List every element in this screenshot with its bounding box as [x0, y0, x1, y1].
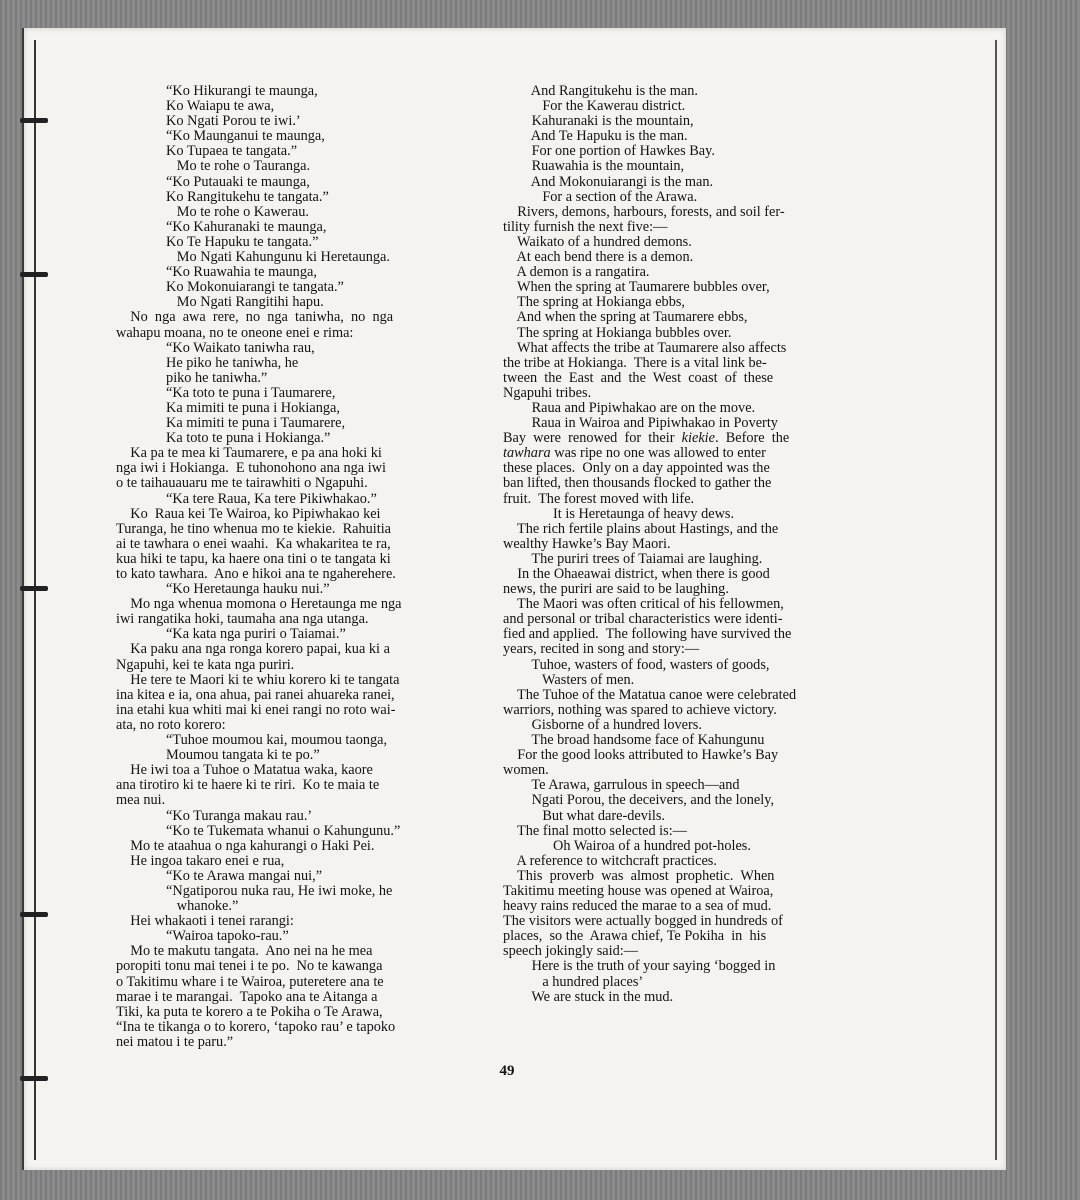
- text-line: Ngapuhi tribes.: [503, 384, 592, 401]
- text-line: He iwi toa a Tuhoe o Matatua waka, kaore: [116, 762, 373, 779]
- right-text-column: [503, 84, 876, 1005]
- text-line: For one portion of Hawkes Bay.: [503, 143, 715, 160]
- text-line: speech jokingly said:—: [503, 943, 639, 960]
- text-line: “Ina te tikanga o to korero, ‘tapoko rau’ e tapoko: [116, 1018, 396, 1035]
- text-line: Ko Rangitukehu te tangata.”: [116, 188, 329, 205]
- text-line: For a section of the Arawa.: [503, 188, 698, 205]
- text-line: Mo te rohe o Tauranga.: [116, 158, 311, 175]
- text-line: Raua and Pipiwhakao are on the move.: [503, 399, 756, 416]
- text-line: Here is the truth of your saying ‘bogged in: [503, 958, 776, 975]
- text-line: Te Arawa, garrulous in speech—and: [503, 777, 740, 794]
- text-line: Bay were renowed for their kiekie. Before the: [503, 430, 790, 447]
- text-line: “Ko Ruawahia te maunga,: [116, 264, 317, 281]
- text-line: Waikato of a hundred demons.: [503, 233, 692, 250]
- text-line: Ka mimiti te puna i Taumarere,: [116, 415, 346, 432]
- text-line: A demon is a rangatira.: [503, 264, 650, 281]
- text-line: ina kitea e ia, ona ahua, pai ranei ahuareka ranei,: [116, 686, 395, 703]
- text-line: fied and applied. The following have survived the: [503, 626, 792, 643]
- text-line: But what dare-devils.: [503, 807, 665, 824]
- left-text-column: [116, 84, 486, 1050]
- text-line: o Takitimu whare i te Wairoa, puteretere ana te: [116, 973, 384, 990]
- text-line: Mo te makutu tangata. Ano nei na he mea: [116, 943, 373, 960]
- text-line: Ko Mokonuiarangi te tangata.”: [116, 279, 344, 296]
- text-line: “Ko Waikato taniwha rau,: [116, 339, 315, 356]
- text-line: “Tuhoe moumou kai, moumou taonga,: [116, 732, 388, 749]
- page-number: 49: [499, 1063, 515, 1079]
- text-line: Kahuranaki is the mountain,: [503, 113, 694, 130]
- text-line: tility furnish the next five:—: [503, 218, 668, 235]
- text-line: It is Heretaunga of heavy dews.: [503, 505, 735, 522]
- text-line: Mo te ataahua o nga kahurangi o Haki Pei.: [116, 837, 375, 854]
- text-line: Ko Te Hapuku te tangata.”: [116, 233, 319, 250]
- text-line: o te taihauauaru me te tairawhiti o Ngapuhi.: [116, 475, 368, 492]
- text-line: And Mokonuiarangi is the man.: [503, 173, 714, 190]
- text-line: “Wairoa tapoko-rau.”: [116, 928, 289, 945]
- binding-mark: [20, 272, 48, 277]
- text-line: ban lifted, then thousands flocked to gather the: [503, 475, 772, 492]
- text-line: Ka paku ana nga ronga korero papai, kua ki a: [116, 641, 390, 658]
- text-line: And Te Hapuku is the man.: [503, 128, 688, 145]
- text-line: Tuhoe, wasters of food, wasters of goods,: [503, 656, 770, 673]
- text-line: Ka pa te mea ki Taumarere, e pa ana hoki ki: [116, 445, 382, 462]
- text-line: A reference to witchcraft practices.: [503, 852, 717, 869]
- text-line: to kato tawhara. Ano e hikoi ana te ngaherehere.: [116, 566, 396, 582]
- text-line: Ruawahia is the mountain,: [503, 158, 685, 175]
- text-line: tawhara was ripe no one was allowed to enter: [503, 445, 766, 462]
- text-line: Mo nga whenua momona o Heretaunga me nga: [116, 596, 402, 613]
- text-line: For the Kawerau district.: [503, 98, 686, 115]
- text-line: Raua in Wairoa and Pipiwhakao in Poverty: [503, 415, 778, 432]
- binding-mark: [20, 912, 48, 917]
- text-line: tween the East and the West coast of these: [503, 369, 774, 386]
- text-line: No nga awa rere, no nga taniwha, no nga: [116, 309, 394, 326]
- text-line: years, recited in song and story:—: [503, 641, 700, 658]
- text-line: these places. Only on a day appointed was the: [503, 460, 770, 477]
- text-line: We are stuck in the mud.: [503, 988, 674, 1005]
- text-line: “Ko Kahuranaki te maunga,: [116, 218, 327, 235]
- text-line: And when the spring at Taumarere ebbs,: [503, 309, 748, 326]
- text-line: Ko Waiapu te awa,: [116, 98, 275, 115]
- text-line: Ko Tupaea te tangata.”: [116, 143, 298, 160]
- text-line: places, so the Arawa chief, Te Pokiha in his: [503, 928, 767, 945]
- text-line: wealthy Hawke’s Bay Maori.: [503, 535, 671, 552]
- text-line: Mo Ngati Kahungunu ki Heretaunga.: [116, 249, 390, 266]
- text-line: Ka toto te puna i Hokianga.”: [116, 430, 331, 447]
- text-line: The Maori was often critical of his fellowmen,: [503, 596, 784, 613]
- text-line: Ko Ngati Porou te iwi.’: [116, 113, 301, 130]
- text-line: Moumou tangata ki te po.”: [116, 747, 320, 764]
- text-line: ana tirotiro ki te haere ki te riri. Ko te maia te: [116, 777, 380, 794]
- text-line: Ngapuhi, kei te kata nga puriri.: [116, 656, 295, 673]
- text-line: “Ka toto te puna i Taumarere,: [116, 384, 336, 401]
- text-line: “Ko Putauaki te maunga,: [116, 173, 310, 190]
- text-line: Oh Wairoa of a hundred pot-holes.: [503, 837, 751, 854]
- text-line: The Tuhoe of the Matatua canoe were celebrated: [503, 686, 797, 703]
- text-line: The broad handsome face of Kahungunu: [503, 732, 765, 749]
- text-line: Mo te rohe o Kawerau.: [116, 203, 309, 220]
- text-line: mea nui.: [116, 792, 166, 809]
- text-line: poropiti tonu mai tenei i te po. No te kawanga: [116, 958, 383, 975]
- text-line: Takitimu meeting house was opened at Wairoa,: [503, 882, 774, 899]
- text-line: “Ko te Tukemata whanui o Kahungunu.”: [116, 822, 401, 839]
- text-line: The final motto selected is:—: [503, 822, 687, 839]
- text-line: wahapu moana, no te oneone enei e rima:: [116, 324, 354, 341]
- text-line: “Ko Heretaunga hauku nui.”: [116, 581, 330, 598]
- text-line: Ngati Porou, the deceivers, and the lonely,: [503, 792, 775, 809]
- text-line: He tere te Maori ki te whiu korero ki te tangata: [116, 671, 400, 688]
- text-line: the tribe at Hokianga. There is a vital link be-: [503, 354, 767, 371]
- binding-line: [34, 40, 36, 1160]
- text-line: The visitors were actually bogged in hundreds of: [503, 913, 783, 930]
- text-line: a hundred places’: [503, 973, 644, 990]
- text-line: warriors, nothing was spared to achieve victory.: [503, 701, 777, 718]
- binding-mark: [20, 1076, 48, 1081]
- text-line: “Ko Maunganui te maunga,: [116, 128, 325, 145]
- text-line: And Rangitukehu is the man.: [503, 83, 698, 99]
- text-line: Ko Raua kei Te Wairoa, ko Pipiwhakao kei: [116, 505, 381, 522]
- text-line: At each bend there is a demon.: [503, 249, 694, 266]
- text-line: This proverb was almost prophetic. When: [503, 867, 775, 884]
- text-line: piko he taniwha.”: [116, 369, 268, 386]
- text-line: women.: [503, 762, 549, 779]
- text-line: Turanga, he tino whenua mo te kiekie. Rahuitia: [116, 520, 392, 537]
- text-line: Wasters of men.: [503, 671, 635, 688]
- text-line: whanoke.”: [116, 898, 239, 915]
- text-line: Hei whakaoti i tenei rarangi:: [116, 913, 294, 930]
- text-line: “Ka tere Raua, Ka tere Pikiwhakao.”: [116, 490, 377, 507]
- text-line: “Ngatiporou nuka rau, He iwi moke, he: [116, 882, 393, 899]
- text-line: For the good looks attributed to Hawke’s Bay: [503, 747, 779, 764]
- text-line: The spring at Hokianga bubbles over.: [503, 324, 732, 341]
- text-line: “Ka kata nga puriri o Taiamai.”: [116, 626, 346, 643]
- binding-mark: [20, 586, 48, 591]
- text-line: “Ko te Arawa mangai nui,”: [116, 867, 323, 884]
- text-line: and personal or tribal characteristics were identi-: [503, 611, 783, 628]
- text-line: kua hiki te tapu, ka haere ona tini o te tangata ki: [116, 550, 391, 567]
- text-line: When the spring at Taumarere bubbles over,: [503, 279, 770, 296]
- text-line: ai te tawhara o enei waahi. Ka whakaritea te ra,: [116, 535, 391, 552]
- text-line: ata, no roto korero:: [116, 716, 226, 733]
- text-line: The spring at Hokianga ebbs,: [503, 294, 685, 311]
- text-line: ina etahi kua whiti mai ki enei rangi no roto wai-: [116, 701, 396, 718]
- text-line: heavy rains reduced the marae to a sea of mud.: [503, 898, 772, 915]
- text-line: marae i te marangai. Tapoko ana te Aitanga a: [116, 988, 378, 1005]
- text-line: nei matou i te paru.”: [116, 1033, 234, 1050]
- text-line: Mo Ngati Rangitihi hapu.: [116, 294, 324, 311]
- text-line: “Ko Turanga makau rau.’: [116, 807, 313, 824]
- text-line: He ingoa takaro enei e rua,: [116, 852, 285, 869]
- text-line: Rivers, demons, harbours, forests, and soil fer-: [503, 203, 785, 220]
- text-line: “Ko Hikurangi te maunga,: [116, 83, 318, 99]
- text-line: news, the puriri are said to be laughing.: [503, 581, 729, 598]
- text-line: iwi rangatika hoki, taumaha ana nga utanga.: [116, 611, 369, 628]
- text-line: Ka mimiti te puna i Hokianga,: [116, 399, 340, 416]
- text-line: In the Ohaeawai district, when there is good: [503, 566, 770, 582]
- text-line: Tiki, ka puta te korero a te Pokiha o Te Arawa,: [116, 1003, 383, 1020]
- text-line: The puriri trees of Taiamai are laughing.: [503, 550, 763, 567]
- text-line: The rich fertile plains about Hastings, and the: [503, 520, 779, 537]
- text-line: nga iwi i Hokianga. E tuhonohono ana nga iwi: [116, 460, 387, 477]
- text-line: What affects the tribe at Taumarere also affects: [503, 339, 787, 356]
- binding-mark: [20, 118, 48, 123]
- text-line: He piko he taniwha, he: [116, 354, 299, 371]
- text-line: fruit. The forest moved with life.: [503, 490, 695, 507]
- text-line: Gisborne of a hundred lovers.: [503, 716, 702, 733]
- page-edge-line: [995, 40, 997, 1160]
